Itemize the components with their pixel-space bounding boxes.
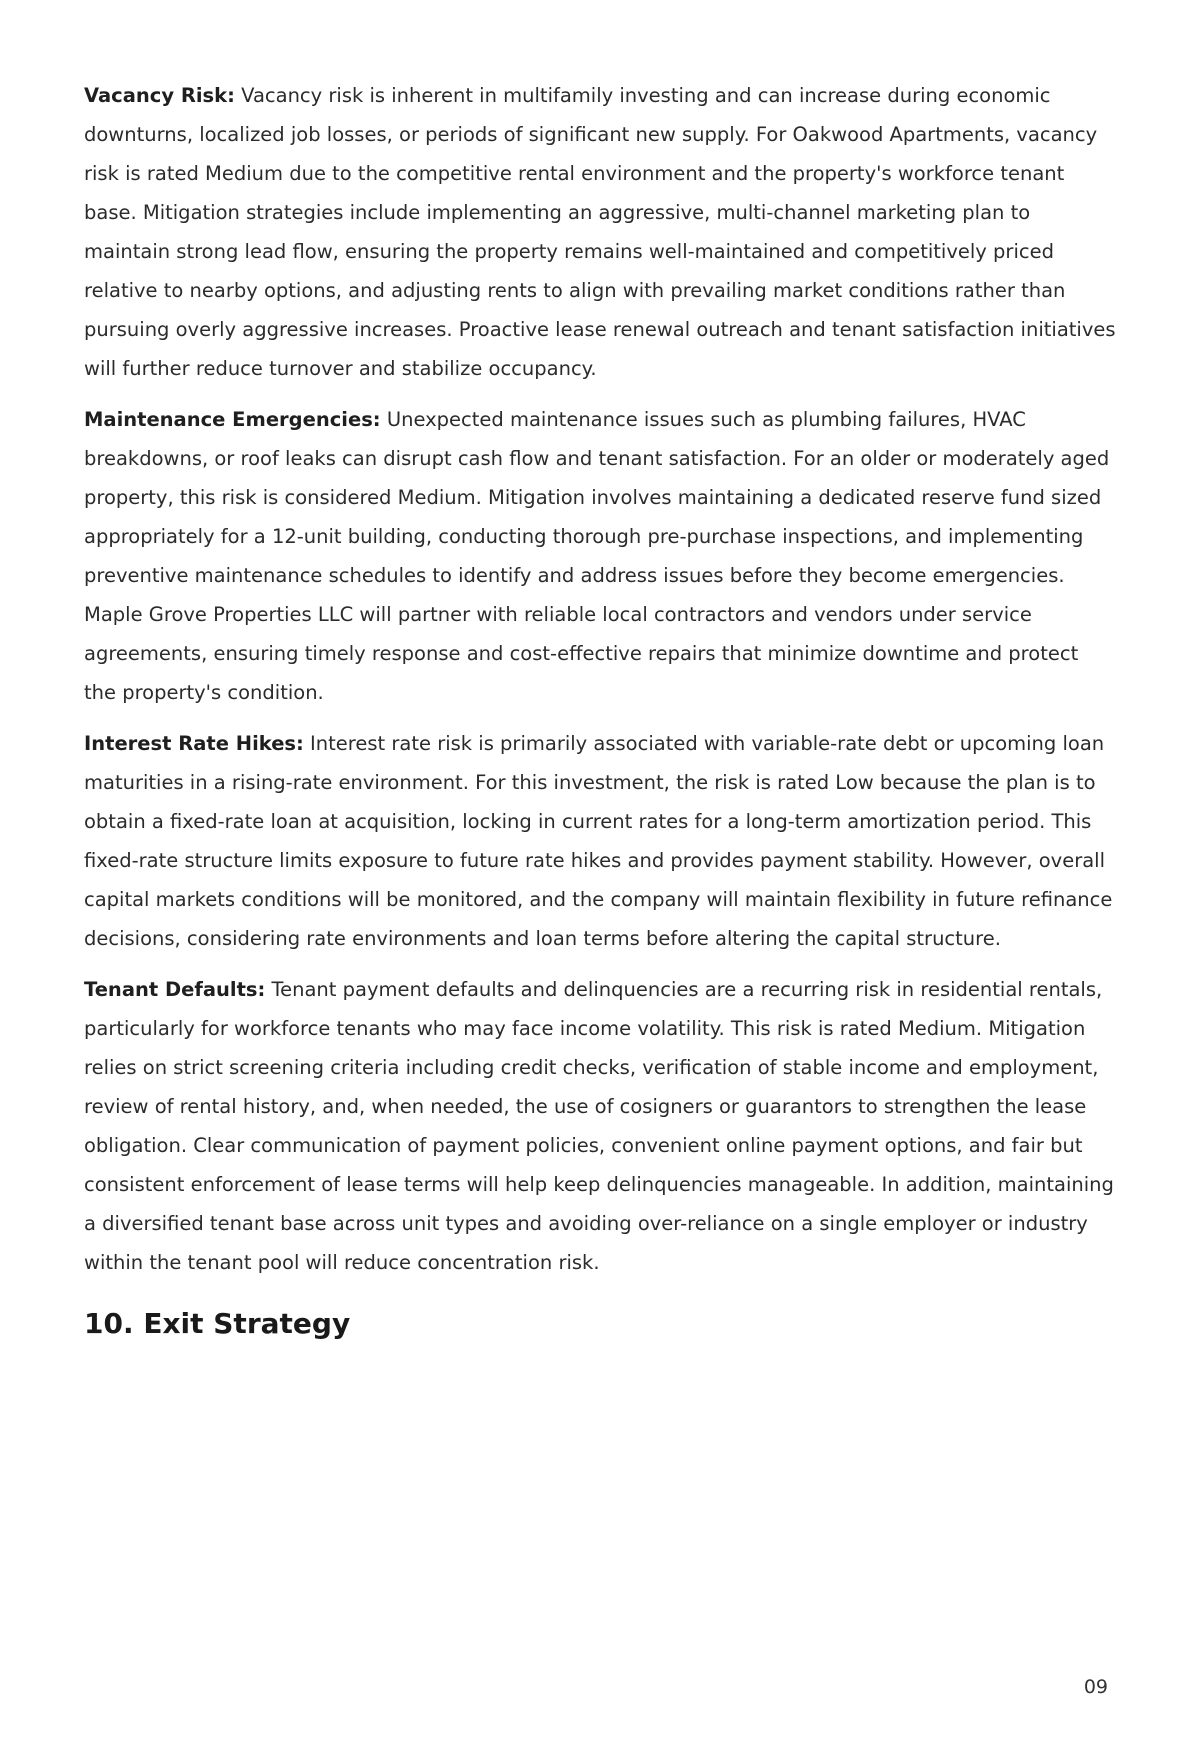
vacancy-risk-paragraph	[84, 76, 1116, 388]
vacancy-risk-label: Vacancy Risk:	[84, 84, 235, 107]
document-page	[84, 76, 1116, 1344]
maintenance-emergencies-paragraph	[84, 400, 1116, 712]
tenant-defaults-label: Tenant Defaults:	[84, 978, 266, 1001]
section-heading-exit-strategy: 10. Exit Strategy	[84, 1307, 351, 1340]
interest-rate-hikes-paragraph	[84, 724, 1116, 958]
tenant-defaults-paragraph	[84, 970, 1116, 1282]
maintenance-emergencies-label: Maintenance Emergencies:	[84, 408, 381, 431]
page-number: 09	[1083, 1676, 1108, 1698]
maintenance-emergencies-text: Unexpected maintenance issues such as plumbing failures, HVAC breakdowns, or roof leaks can disrupt cash flow and tenant satisfaction. For an older or moderately aged property, this risk is considered Medium. Mitigation involves maintaining a dedicated reserve fund sized appropriately for a 12-unit building, conducting thorough pre-purchase inspections, and implementing preventive maintenance schedules to identify and address issues before they become emergencies. Maple Grove Properties LLC will partner with reliable local contractors and vendors under service agreements, ensuring timely response and cost-effective repairs that minimize downtime and protect the property's condition.	[84, 408, 1110, 704]
vacancy-risk-text: Vacancy risk is inherent in multifamily investing and can increase during economic downturns, localized job losses, or periods of significant new supply. For Oakwood Apartments, vacancy risk is rated Medium due to the competitive rental environment and the property's workforce tenant base. Mitigation strategies include implementing an aggressive, multi-channel marketing plan to maintain strong lead flow, ensuring the property remains well-maintained and competitively priced relative to nearby options, and adjusting rents to align with prevailing market conditions rather than pursuing overly aggressive increases. Proactive lease renewal outreach and tenant satisfaction initiatives will further reduce turnover and stabilize occupancy.	[84, 84, 1116, 380]
tenant-defaults-text: Tenant payment defaults and delinquencies are a recurring risk in residential rentals, particularly for workforce tenants who may face income volatility. This risk is rated Medium. Mitigation relies on strict screening criteria including credit checks, verification of stable income and employment, review of rental history, and, when needed, the use of cosigners or guarantors to strengthen the lease obligation. Clear communication of payment policies, convenient online payment options, and fair but consistent enforcement of lease terms will help keep delinquencies manageable. In addition, maintaining a diversified tenant base across unit types and avoiding over-reliance on a single employer or industry within the tenant pool will reduce concentration risk.	[84, 978, 1114, 1274]
interest-rate-hikes-text: Interest rate risk is primarily associated with variable-rate debt or upcoming loan maturities in a rising-rate environment. For this investment, the risk is rated Low because the plan is to obtain a fixed-rate loan at acquisition, locking in current rates for a long-term amortization period. This fixed-rate structure limits exposure to future rate hikes and provides payment stability. However, overall capital markets conditions will be monitored, and the company will maintain flexibility in future refinance decisions, considering rate environments and loan terms before altering the capital structure.	[84, 732, 1113, 950]
interest-rate-hikes-label: Interest Rate Hikes:	[84, 732, 304, 755]
